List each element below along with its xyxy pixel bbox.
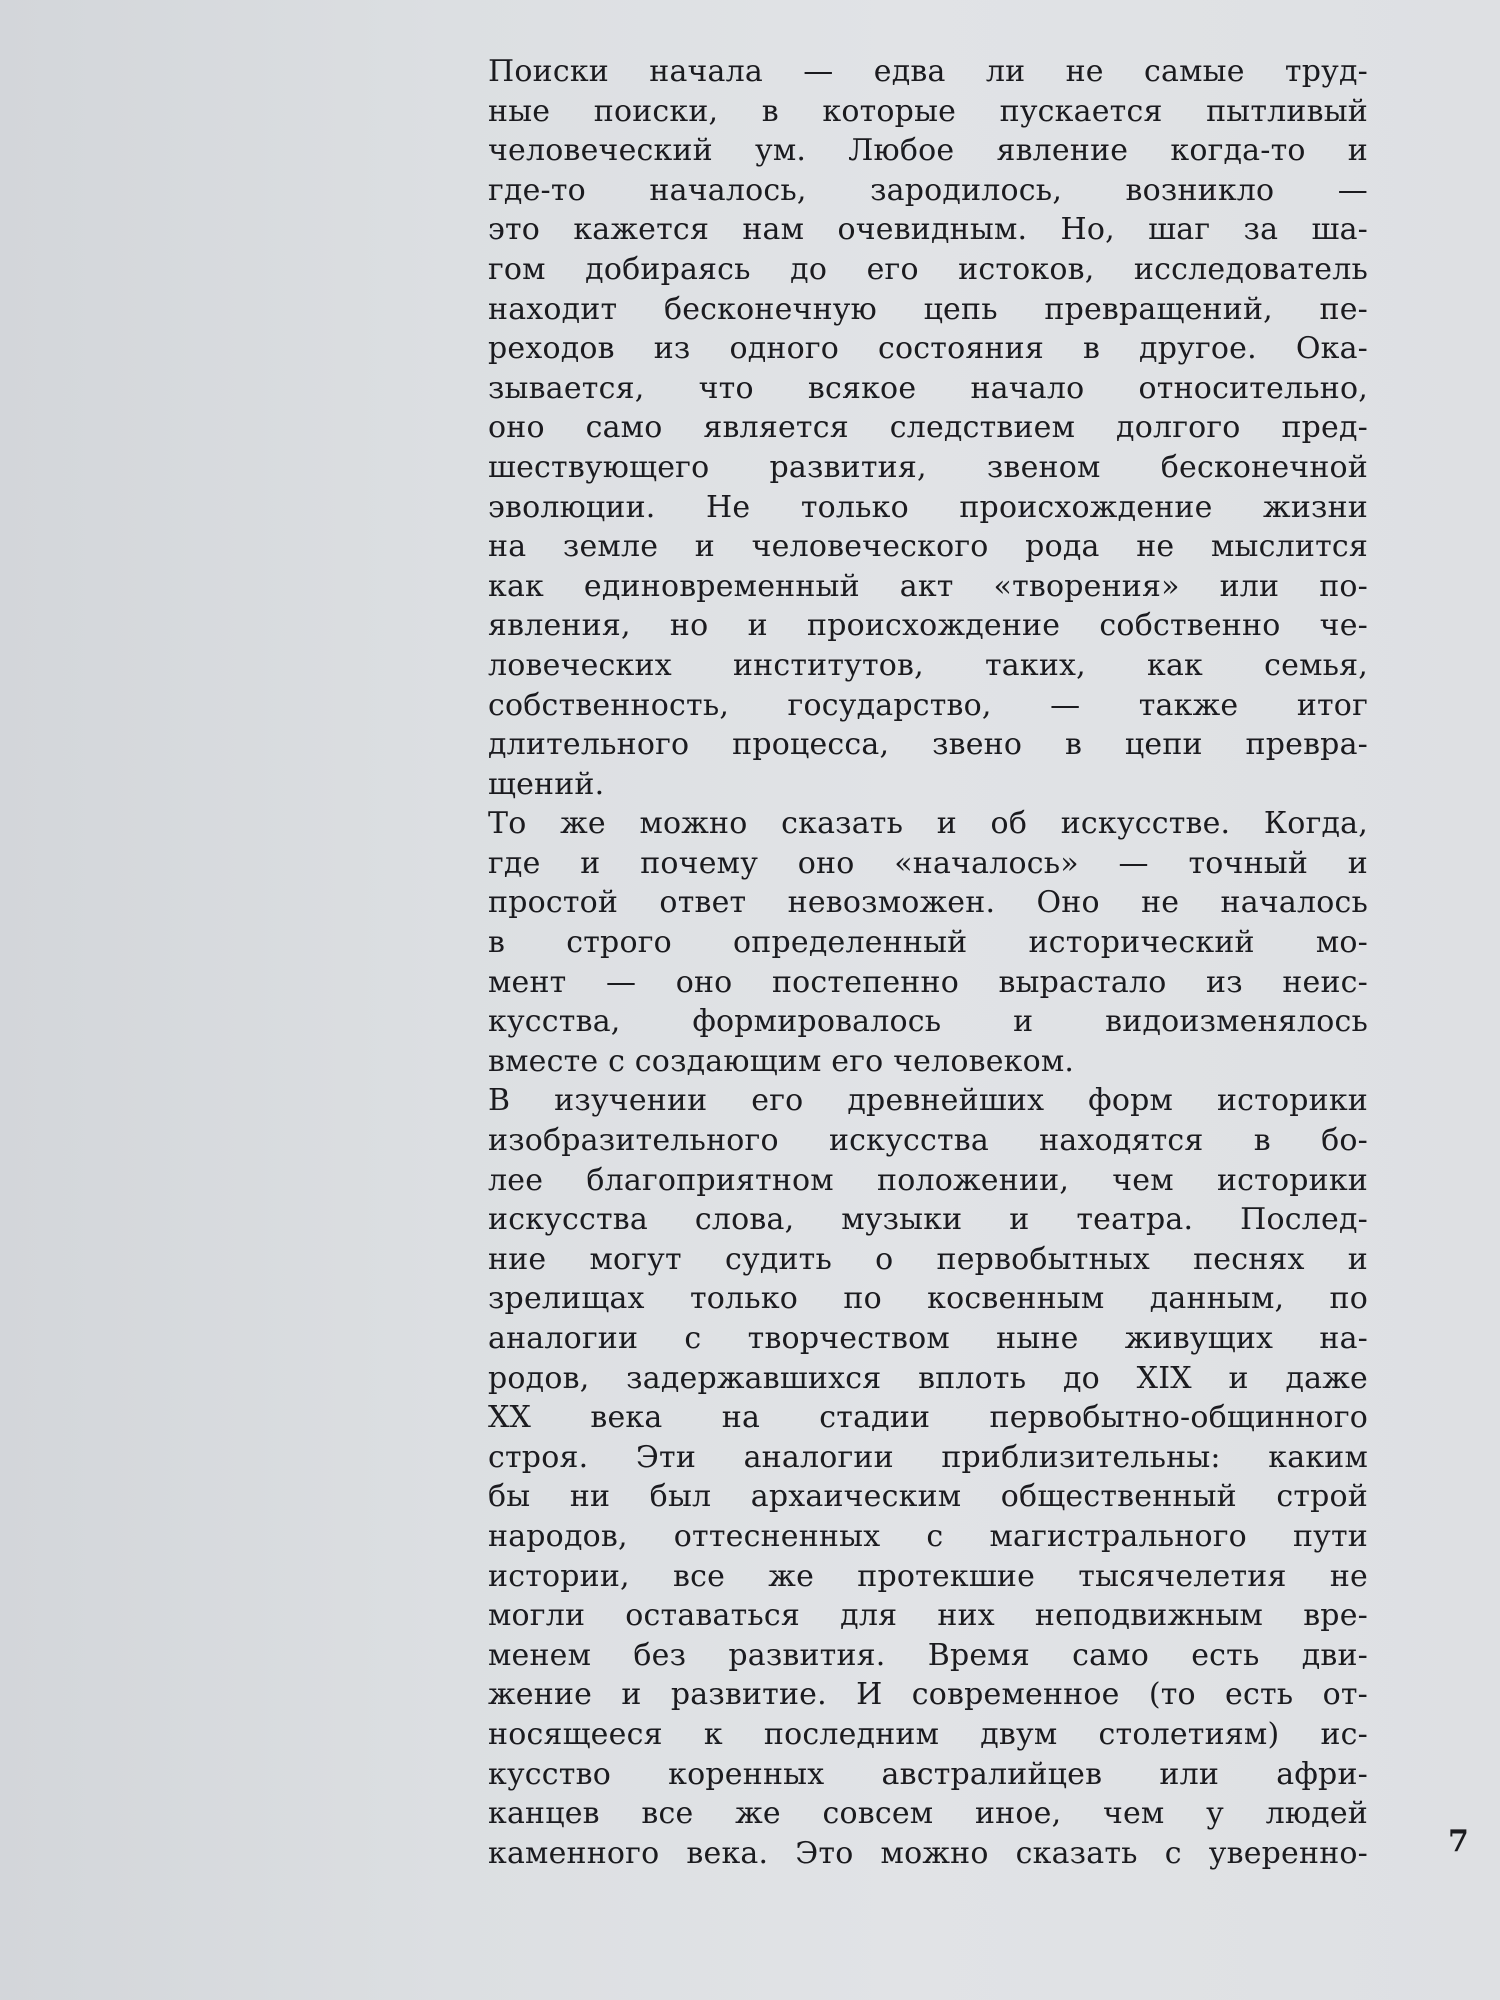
text-line: как единовременный акт «творения» или по- <box>488 568 1368 604</box>
text-line: где-то началось, зародилось, возникло — <box>488 172 1368 208</box>
text-column <box>488 52 1368 1873</box>
text-line: вместе с создающим его человеком. <box>488 1043 1075 1079</box>
text-line: ные поиски, в которые пускается пытливый <box>488 93 1368 129</box>
text-line: на земле и человеческого рода не мыслится <box>488 529 1368 565</box>
text-line: жение и развитие. И современное (то есть от- <box>488 1677 1368 1713</box>
text-line: могли оставаться для них неподвижным вре- <box>488 1598 1368 1634</box>
text-line: простой ответ невозможен. Оно не началось <box>488 885 1368 921</box>
text-line: ловеческих институтов, таких, как семья, <box>488 647 1368 683</box>
text-line: реходов из одного состояния в другое. Ока- <box>488 331 1368 367</box>
text-line: явления, но и происхождение собственно че- <box>488 608 1368 644</box>
text-line: длительного процесса, звено в цепи превра- <box>488 727 1368 763</box>
text-line: канцев все же совсем иное, чем у людей <box>488 1796 1368 1832</box>
text-line: собственность, государство, — также итог <box>488 687 1368 723</box>
text-line: шествующего развития, звеном бесконечной <box>488 449 1368 485</box>
text-line: зывается, что всякое начало относительно, <box>488 370 1368 406</box>
text-line: строя. Эти аналогии приблизительны: каким <box>488 1439 1368 1475</box>
text-line: это кажется нам очевидным. Но, шаг за ша- <box>488 212 1368 248</box>
text-line: менем без развития. Время само есть дви- <box>488 1637 1368 1673</box>
text-line: в строго определенный исторический мо- <box>488 925 1368 961</box>
text-line: зрелищах только по косвенным данным, по <box>488 1281 1368 1317</box>
text-line: XX века на стадии первобытно-общинного <box>488 1400 1368 1436</box>
text-line: щений. <box>488 766 605 802</box>
text-line: гом добираясь до его истоков, исследователь <box>488 251 1368 287</box>
text-line: человеческий ум. Любое явление когда-то и <box>488 133 1368 169</box>
text-line: Поиски начала — едва ли не самые труд- <box>488 54 1368 89</box>
text-line: находит бесконечную цепь превращений, пе- <box>488 291 1368 327</box>
paragraph-2 <box>488 804 1368 1081</box>
text-line: родов, задержавшихся вплоть до XIX и даже <box>488 1360 1368 1396</box>
text-line: где и почему оно «началось» — точный и <box>488 845 1368 881</box>
text-line: изобразительного искусства находятся в бо- <box>488 1123 1368 1159</box>
text-line: искусства слова, музыки и театра. Послед- <box>488 1202 1368 1238</box>
text-line: ние могут судить о первобытных песнях и <box>488 1241 1368 1277</box>
text-line: мент — оно постепенно вырастало из неис- <box>488 964 1368 1000</box>
paragraph-3 <box>488 1081 1368 1873</box>
text-line: кусство коренных австралийцев или афри- <box>488 1756 1368 1792</box>
paragraph-1 <box>488 52 1368 804</box>
page-number: 7 <box>1448 1824 1469 1859</box>
text-line: носящееся к последним двум столетиям) ис- <box>488 1716 1368 1752</box>
text-line: каменного века. Это можно сказать с уверенно- <box>488 1835 1368 1871</box>
text-line: оно само является следствием долгого пред- <box>488 410 1368 446</box>
text-line: кусства, формировалось и видоизменялось <box>488 1004 1368 1040</box>
text-line: истории, все же протекшие тысячелетия не <box>488 1558 1368 1594</box>
text-line: аналогии с творчеством ныне живущих на- <box>488 1321 1368 1356</box>
text-line: народов, оттесненных с магистрального пути <box>488 1518 1368 1554</box>
text-line: бы ни был архаическим общественный строй <box>488 1479 1368 1515</box>
text-line: В изучении его древнейших форм историки <box>488 1083 1368 1119</box>
text-line: То же можно сказать и об искусстве. Когда, <box>488 806 1368 842</box>
text-line: эволюции. Не только происхождение жизни <box>488 489 1368 525</box>
text-line: лее благоприятном положении, чем историки <box>488 1162 1368 1198</box>
